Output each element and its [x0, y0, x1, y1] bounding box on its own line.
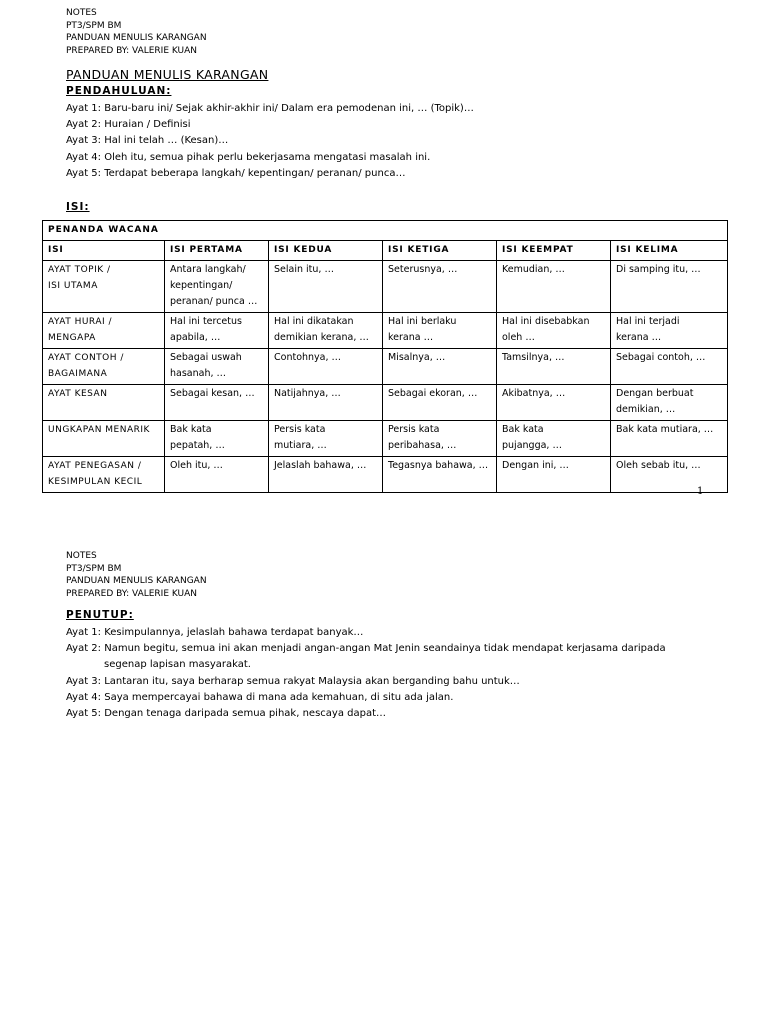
intro-line: Ayat 5: Terdapat beberapa langkah/ kepentingan/ peranan/ punca…	[66, 167, 406, 179]
cell-line: Sebagai ekoran, …	[388, 388, 478, 399]
closing-line-continuation: segenap lapisan masyarakat.	[104, 659, 251, 671]
cell-line: Sebagai uswah	[170, 352, 242, 363]
page-number: 1	[697, 486, 704, 497]
cell-line: Sebagai contoh, …	[616, 352, 706, 363]
cell-line: Hal ini dikatakan	[274, 316, 354, 327]
header-line: PT3/SPM BM	[66, 563, 122, 574]
cell-line: kerana …	[616, 332, 662, 343]
table-cell	[611, 261, 728, 313]
closing-line: Ayat 4: Saya mempercayai bahawa di mana ada kemahuan, di situ ada jalan.	[66, 691, 454, 703]
table-cell	[497, 349, 611, 385]
cell-line: Misalnya, …	[388, 352, 446, 363]
cell-line: Dengan ini, …	[502, 460, 569, 471]
cell-line: hasanah, …	[170, 368, 227, 379]
header-line: PANDUAN MENULIS KARANGAN	[66, 33, 207, 43]
table-cell	[165, 313, 269, 349]
cell-line: Hal ini disebabkan	[502, 316, 590, 327]
column-header: ISI KEEMPAT	[497, 241, 611, 261]
table-header-row	[43, 241, 728, 261]
column-header: ISI KEDUA	[269, 241, 383, 261]
table-cell	[165, 349, 269, 385]
table-cell	[383, 261, 497, 313]
table-cell	[497, 457, 611, 493]
column-header: ISI PERTAMA	[165, 241, 269, 261]
closing-line: Ayat 1: Kesimpulannya, jelaslah bahawa terdapat banyak…	[66, 627, 364, 638]
table-cell	[269, 385, 383, 421]
cell-line: mutiara, …	[274, 440, 327, 451]
cell-line: Selain itu, …	[274, 264, 334, 275]
table-cell	[269, 421, 383, 457]
cell-line: kepentingan/	[170, 280, 233, 291]
row-label-line: MENGAPA	[48, 333, 96, 343]
table-cell	[383, 313, 497, 349]
table-cell	[497, 313, 611, 349]
cell-line: peribahasa, …	[388, 440, 457, 451]
table-cell	[611, 457, 728, 493]
cell-line: Bak kata	[170, 424, 212, 435]
cell-line: apabila, …	[170, 332, 221, 343]
table-row	[43, 313, 728, 349]
row-label	[43, 385, 165, 421]
cell-line: Bak kata mutiara, …	[616, 424, 714, 435]
cell-line: Oleh sebab itu, …	[616, 460, 701, 471]
table-cell	[269, 349, 383, 385]
cell-line: Hal ini terjadi	[616, 316, 680, 327]
table-cell	[611, 421, 728, 457]
cell-line: Seterusnya, …	[388, 264, 458, 275]
row-label-line: UNGKAPAN MENARIK	[48, 425, 150, 435]
cell-line: pujangga, …	[502, 440, 562, 451]
table-row	[43, 385, 728, 421]
table-row	[43, 349, 728, 385]
closing-line: Ayat 3: Lantaran itu, saya berharap semua rakyat Malaysia akan berganding bahu untuk…	[66, 675, 520, 687]
table-cell	[165, 421, 269, 457]
table-cell	[497, 421, 611, 457]
row-label	[43, 421, 165, 457]
intro-heading: PENDAHULUAN:	[66, 85, 172, 97]
table-cell	[383, 349, 497, 385]
row-label-line: AYAT CONTOH /	[48, 353, 124, 363]
table-cell	[497, 261, 611, 313]
cell-line: Contohnya, …	[274, 352, 342, 363]
closing-line: Ayat 5: Dengan tenaga daripada semua pihak, nescaya dapat…	[66, 708, 386, 720]
header-notes	[66, 7, 207, 57]
header-line: NOTES	[66, 8, 97, 18]
closing-line: Ayat 2: Namun begitu, semua ini akan menjadi angan-angan Mat Jenin seandainya tidak mendapat kerjasama daripada	[66, 643, 666, 655]
cell-line: Sebagai kesan, …	[170, 388, 255, 399]
cell-line: Oleh itu, …	[170, 460, 223, 471]
table-cell	[383, 385, 497, 421]
cell-line: Natijahnya, …	[274, 388, 341, 399]
intro-line: Ayat 4: Oleh itu, semua pihak perlu bekerjasama mengatasi masalah ini.	[66, 151, 431, 163]
cell-line: Persis kata	[274, 424, 326, 435]
header-line: NOTES	[66, 551, 97, 561]
header-line: PANDUAN MENULIS KARANGAN	[66, 576, 207, 586]
table-cell	[165, 385, 269, 421]
row-label-line: AYAT HURAI /	[48, 317, 113, 327]
table-caption: PENANDA WACANA	[43, 221, 728, 241]
table-cell	[611, 313, 728, 349]
cell-line: Antara langkah/	[170, 264, 246, 275]
table-cell	[165, 261, 269, 313]
table-cell	[269, 457, 383, 493]
body-heading: ISI:	[66, 201, 90, 213]
row-label-line: KESIMPULAN KECIL	[48, 477, 143, 487]
row-label-line: ISI UTAMA	[48, 281, 98, 291]
intro-line: Ayat 1: Baru-baru ini/ Sejak akhir-akhir ini/ Dalam era pemodenan ini, … (Topik)…	[66, 103, 474, 114]
column-header: ISI KELIMA	[611, 241, 728, 261]
intro-line: Ayat 3: Hal ini telah … (Kesan)…	[66, 135, 229, 147]
discourse-marker-table	[42, 220, 728, 493]
cell-line: pepatah, …	[170, 440, 225, 451]
cell-line: Persis kata	[388, 424, 440, 435]
cell-line: Akibatnya, …	[502, 388, 566, 399]
table-row	[43, 457, 728, 493]
cell-line: Di samping itu, …	[616, 264, 701, 275]
header-line: PREPARED BY: VALERIE KUAN	[66, 588, 198, 599]
cell-line: peranan/ punca …	[170, 296, 258, 307]
intro-lines	[66, 101, 474, 182]
closing-lines	[66, 625, 666, 722]
document-title: PANDUAN MENULIS KARANGAN	[66, 67, 269, 82]
row-label	[43, 261, 165, 313]
table-row	[43, 261, 728, 313]
row-label	[43, 313, 165, 349]
row-label	[43, 349, 165, 385]
row-label-line: AYAT PENEGASAN /	[48, 461, 142, 471]
table-cell	[383, 421, 497, 457]
cell-line: oleh …	[502, 332, 535, 343]
table-cell	[383, 457, 497, 493]
row-label-line: BAGAIMANA	[48, 369, 108, 379]
cell-line: Hal ini tercetus	[170, 316, 242, 327]
cell-line: Tegasnya bahawa, …	[388, 460, 489, 471]
cell-line: Tamsilnya, …	[502, 352, 565, 363]
cell-line: demikian kerana, …	[274, 332, 369, 343]
cell-line: Bak kata	[502, 424, 544, 435]
header-notes-page-2	[66, 550, 207, 600]
header-line: PREPARED BY: VALERIE KUAN	[66, 45, 198, 56]
cell-line: kerana …	[388, 332, 434, 343]
table-row	[43, 421, 728, 457]
table-cell	[165, 457, 269, 493]
row-label	[43, 457, 165, 493]
cell-line: Jelaslah bahawa, …	[274, 460, 367, 471]
table-cell	[497, 385, 611, 421]
cell-line: demikian, …	[616, 404, 676, 415]
table-cell	[611, 349, 728, 385]
closing-heading: PENUTUP:	[66, 609, 134, 621]
cell-line: Hal ini berlaku	[388, 316, 457, 327]
table-body	[43, 261, 728, 493]
row-label-line: AYAT KESAN	[48, 389, 108, 399]
table-cell	[611, 385, 728, 421]
row-label-line: AYAT TOPIK /	[48, 265, 111, 275]
intro-line: Ayat 2: Huraian / Definisi	[66, 119, 191, 131]
cell-line: Dengan berbuat	[616, 388, 694, 399]
cell-line: Kemudian, …	[502, 264, 565, 275]
table-cell	[269, 261, 383, 313]
column-header: ISI KETIGA	[383, 241, 497, 261]
column-header: ISI	[43, 241, 165, 261]
table-cell	[269, 313, 383, 349]
header-line: PT3/SPM BM	[66, 20, 122, 31]
